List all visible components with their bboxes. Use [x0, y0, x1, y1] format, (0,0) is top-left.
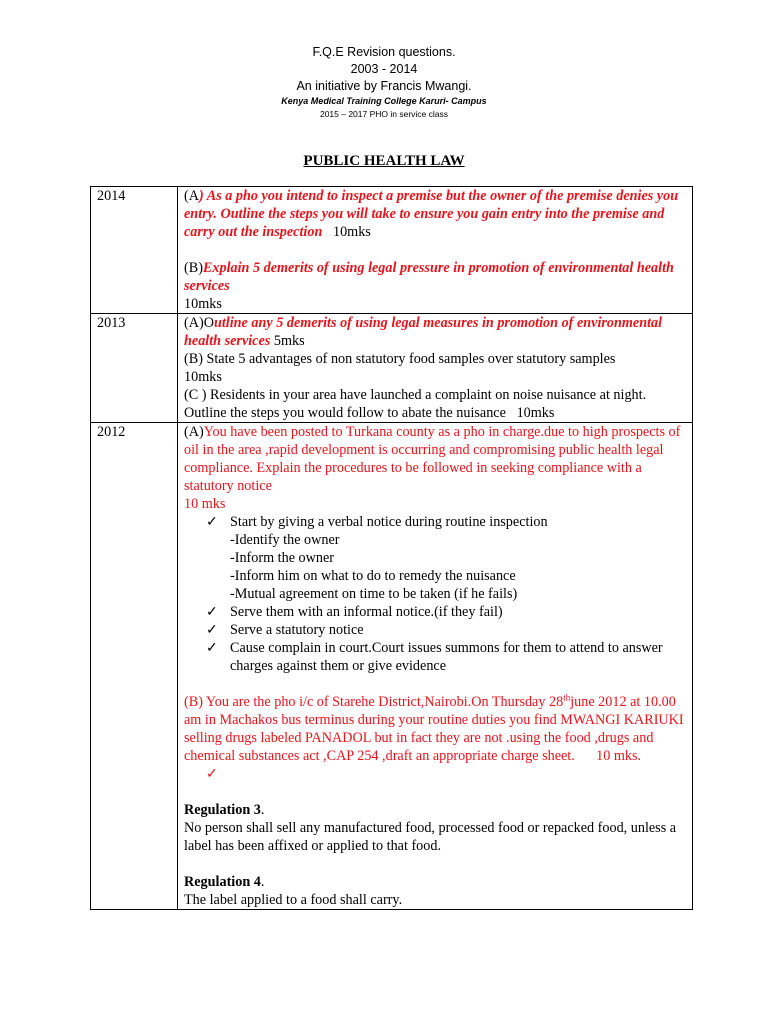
regulation-4-text: The label applied to a food shall carry.	[184, 892, 403, 908]
regulation-3-heading: Regulation 3.	[184, 802, 265, 818]
list-item: ✓ Serve a statutory notice	[206, 622, 364, 638]
marks-2013-b: 10mks	[184, 369, 222, 385]
page-title: PUBLIC HEALTH LAW	[303, 153, 465, 169]
question-2013-b: (B) State 5 advantages of non statutory food samples over statutory samples	[184, 351, 616, 367]
marks-2012-a: 10 mks	[184, 496, 226, 512]
sub-step: -Identify the owner	[230, 532, 340, 548]
check-icon: ✓	[206, 640, 218, 656]
regulation-3-text: No person shall sell any manufactured food, processed food or repacked food, unless a label has been affixed or applied to that food.	[184, 820, 677, 854]
list-item: ✓ Serve them with an informal notice.(if they fail)	[206, 604, 503, 620]
class-line: 2015 – 2017 PHO in service class	[319, 109, 449, 119]
marks-2014-b: 10mks	[184, 296, 222, 312]
header-line-2: 2003 - 2014	[350, 62, 418, 76]
sub-step: -Mutual agreement on time to be taken (if he fails)	[230, 586, 518, 602]
question-2014-b: (B)Explain 5 demerits of using legal pressure in promotion of environmental health services	[184, 260, 674, 294]
question-2012-a: (A)You have been posted to Turkana county as a pho in charge.due to high prospects of oil in the area ,rapid development is occurring and compromising public health legal compliance. Explain the procedures to be followed in seeking compliance with a statutory notice	[184, 424, 681, 494]
answer-steps-list	[184, 513, 686, 531]
question-cell	[178, 187, 693, 314]
list-item	[206, 765, 686, 783]
year-cell: 2014	[91, 187, 178, 314]
header-line-1: F.Q.E Revision questions.	[312, 45, 456, 59]
questions-table	[90, 186, 693, 910]
list-item: ✓ Start by giving a verbal notice during routine inspection	[206, 514, 548, 530]
question-cell	[178, 423, 693, 910]
question-2013-a: (A)Outline any 5 demerits of using legal measures in promotion of environmental health services 5mks	[184, 315, 663, 349]
check-icon: ✓	[206, 766, 218, 782]
question-2012-b: (B) You are the pho i/c of Starehe District,Nairobi.On Thursday 28thjune 2012 at 10.00 am in Machakos bus terminus during your routine duties you find MWANGI KARIUKI selling drugs labeled PANADOL but in fact they are not .using the food ,drugs and chemical substances act ,CAP 254 ,draft an appropriate charge sheet. 10 mks.	[184, 692, 684, 764]
sub-step: -Inform the owner	[230, 550, 335, 566]
sub-step: -Inform him on what to do to remedy the nuisance	[230, 568, 516, 584]
check-icon: ✓	[206, 514, 218, 530]
table-row	[91, 423, 693, 910]
question-2014-a: (A) As a pho you intend to inspect a premise but the owner of the premise denies you entry. Outline the steps you will take to ensure you gain entry into the premise and carry out the inspection 10mks	[184, 188, 679, 240]
college-name: Kenya Medical Training College Karuri- Campus	[281, 96, 487, 106]
year-cell: 2013	[91, 314, 178, 423]
answer-steps-list	[184, 765, 686, 783]
check-icon: ✓	[206, 604, 218, 620]
question-cell	[178, 314, 693, 423]
header-line-3: An initiative by Francis Mwangi.	[296, 79, 472, 93]
check-icon: ✓	[206, 622, 218, 638]
table-row	[91, 314, 693, 423]
answer-steps-list	[184, 603, 686, 675]
question-2013-c: (C ) Residents in your area have launched a complaint on noise nuisance at night. Outline the steps you would follow to abate the nuisance 10mks	[184, 387, 647, 421]
document-header	[0, 44, 768, 120]
year-cell: 2012	[91, 423, 178, 910]
list-item: ✓ Cause complain in court.Court issues summons for them to attend to answer charges against them or give evidence	[206, 640, 663, 674]
regulation-4-heading: Regulation 4.	[184, 874, 265, 890]
table-row	[91, 187, 693, 314]
